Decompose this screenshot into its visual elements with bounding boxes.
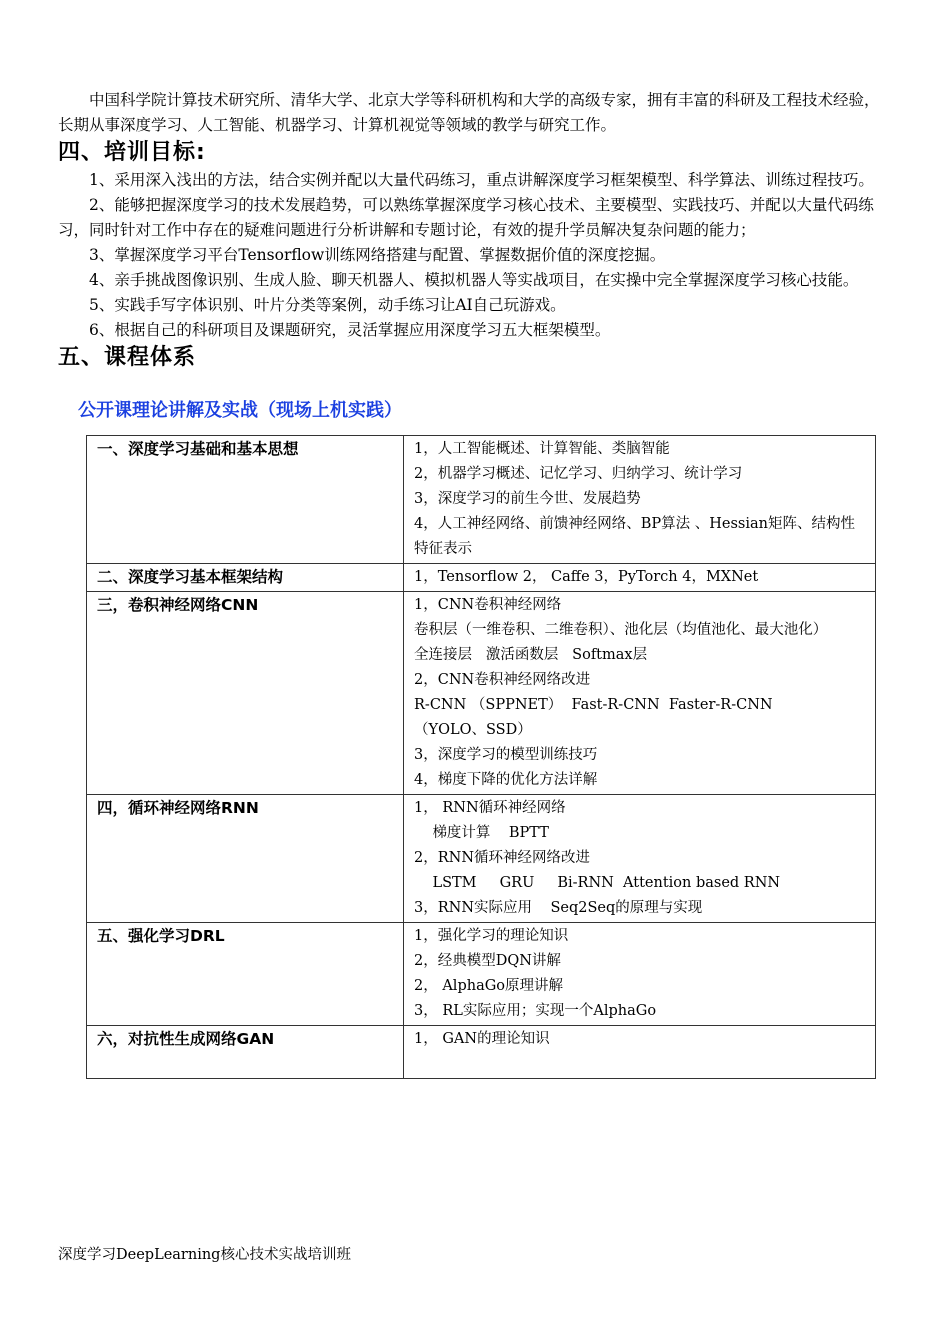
table-row: [87, 1026, 876, 1079]
content-line: R-CNN （SPPNET） Fast-R-CNN Faster-R-CNN: [414, 697, 773, 713]
content-line: 2，CNN卷积神经网络改进: [414, 672, 591, 688]
module-content: [404, 795, 876, 923]
content-line: 3，深度学习的前生今世、发展趋势: [414, 491, 641, 507]
content-line: 2，机器学习概述、记忆学习、归纳学习、统计学习: [414, 466, 743, 482]
section-4-heading: 四、培训目标:: [58, 140, 206, 165]
module-content: [404, 923, 876, 1026]
content-line: 2，经典模型DQN讲解: [414, 953, 561, 969]
content-line: 1，Tensorflow 2， Caffe 3，PyTorch 4，MXNet: [414, 569, 759, 585]
content-line: 2， AlphaGo原理讲解: [414, 978, 564, 994]
goal-item: 6、根据自己的科研项目及课题研究，灵活掌握应用深度学习五大框架模型。: [89, 321, 611, 339]
course-table: [86, 435, 876, 1079]
page-footer: 深度学习DeepLearning核心技术实战培训班: [58, 1247, 351, 1263]
table-row: [87, 592, 876, 795]
content-line: 3，深度学习的模型训练技巧: [414, 747, 598, 763]
content-line: 1，强化学习的理论知识: [414, 928, 569, 944]
goal-item: 5、实践手写字体识别、叶片分类等案例，动手练习让AI自己玩游戏。: [89, 296, 566, 314]
module-content: [404, 1026, 876, 1079]
content-line: LSTM GRU Bi-RNN Attention based RNN: [414, 875, 781, 891]
module-title: 三，卷积神经网络CNN: [87, 592, 404, 795]
module-content: [404, 592, 876, 795]
content-line: 全连接层 激活函数层 Softmax层: [414, 647, 648, 663]
training-goals-list: [58, 168, 892, 343]
intro-paragraph: 中国科学院计算技术研究所、清华大学、北京大学等科研机构和大学的高级专家，拥有丰富的科研及工程技术经验，长期从事深度学习、人工智能、机器学习、计算机视觉等领域的教学与研究工作。: [58, 91, 880, 134]
goal-item: 3、掌握深度学习平台Tensorflow训练网络搭建与配置、掌握数据价值的深度挖掘。: [89, 246, 666, 264]
content-line: [414, 1052, 865, 1077]
goal-item: 2、能够把握深度学习的技术发展趋势，可以熟练掌握深度学习核心技术、主要模型、实践技巧、并配以大量代码练习，同时针对工作中存在的疑难问题进行分析讲解和专题讨论，有效的提升学员解决复杂问题的能力；: [58, 196, 874, 239]
content-line: 梯度计算 BPTT: [414, 825, 549, 841]
table-row: [87, 564, 876, 592]
module-title: 二、深度学习基本框架结构: [87, 564, 404, 592]
content-line: 3，RNN实际应用 Seq2Seq的原理与实现: [414, 900, 703, 916]
module-content: [404, 564, 876, 592]
content-line: 3， RL实际应用；实现一个AlphaGo: [414, 1003, 657, 1019]
content-line: 1， RNN循环神经网络: [414, 800, 566, 816]
document-page: [58, 88, 892, 1079]
content-line: 4，梯度下降的优化方法详解: [414, 772, 598, 788]
content-line: 1，CNN卷积神经网络: [414, 597, 562, 613]
module-title: 一、深度学习基础和基本思想: [87, 436, 404, 564]
table-row: [87, 923, 876, 1026]
section-5-heading: 五、课程体系: [58, 345, 197, 370]
course-subtitle: 公开课理论讲解及实战（现场上机实践）: [78, 400, 402, 421]
content-line: 卷积层（一维卷积、二维卷积）、池化层（均值池化、最大池化）: [414, 622, 828, 638]
goal-item: 4、亲手挑战图像识别、生成人脸、聊天机器人、模拟机器人等实战项目，在实操中完全掌握深度学习核心技能。: [89, 271, 859, 289]
content-line: 4，人工神经网络、前馈神经网络、BP算法 、Hessian矩阵、结构性特征表示: [414, 516, 855, 557]
module-title: 四，循环神经网络RNN: [87, 795, 404, 923]
content-line: （YOLO、SSD）: [414, 722, 532, 738]
goal-item: 1、采用深入浅出的方法，结合实例并配以大量代码练习，重点讲解深度学习框架模型、科学算法、训练过程技巧。: [89, 171, 874, 189]
table-row: [87, 795, 876, 923]
module-content: [404, 436, 876, 564]
module-title: 六，对抗性生成网络GAN: [87, 1026, 404, 1079]
table-row: [87, 436, 876, 564]
content-line: 1， GAN的理论知识: [414, 1031, 550, 1047]
module-title: 五、强化学习DRL: [87, 923, 404, 1026]
content-line: 1，人工智能概述、计算智能、类脑智能: [414, 441, 670, 457]
content-line: 2，RNN循环神经网络改进: [414, 850, 591, 866]
